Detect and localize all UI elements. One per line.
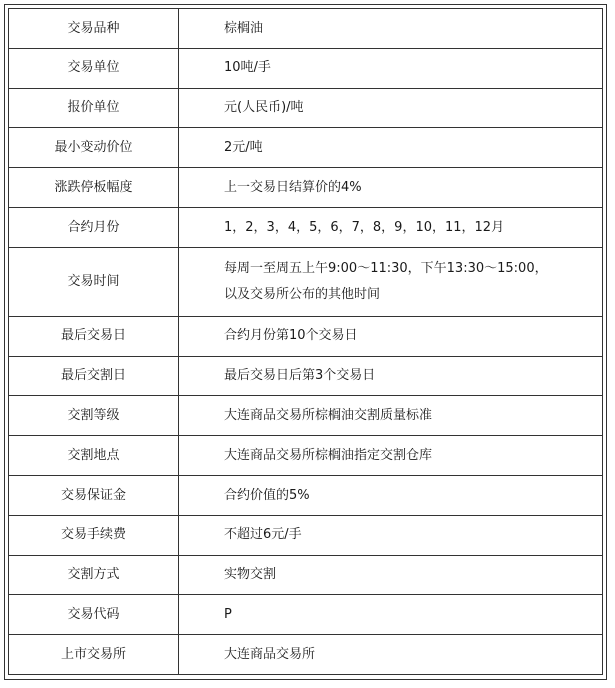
row-label: 交易代码 [9, 595, 179, 635]
table-row [9, 356, 603, 396]
table-row [9, 595, 603, 635]
row-value: 合约价值的5% [179, 475, 603, 515]
contract-spec-frame [4, 4, 607, 680]
table-row [9, 9, 603, 49]
table-row [9, 48, 603, 88]
row-value: 每周一至周五上午9:00～11:30，下午13:30～15:00， 以及交易所公布的其他时间 [179, 247, 603, 316]
row-value: 大连商品交易所棕榈油交割质量标准 [179, 396, 603, 436]
row-value: 1，2，3，4，5，6，7，8，9，10，11，12月 [179, 207, 603, 247]
contract-spec-table [8, 8, 603, 675]
row-value: 不超过6元/手 [179, 515, 603, 555]
table-row [9, 88, 603, 128]
row-value: 实物交割 [179, 555, 603, 595]
row-label: 交易单位 [9, 48, 179, 88]
row-label: 交易品种 [9, 9, 179, 49]
table-row [9, 475, 603, 515]
table-row [9, 635, 603, 675]
table-row [9, 207, 603, 247]
table-row [9, 515, 603, 555]
row-value: 10吨/手 [179, 48, 603, 88]
table-row [9, 396, 603, 436]
row-label: 交易时间 [9, 247, 179, 316]
row-value: 棕榈油 [179, 9, 603, 49]
row-value: P [179, 595, 603, 635]
row-label: 交易保证金 [9, 475, 179, 515]
table-row [9, 436, 603, 476]
row-value: 大连商品交易所 [179, 635, 603, 675]
row-label: 最小变动价位 [9, 128, 179, 168]
row-label: 交割等级 [9, 396, 179, 436]
row-value: 上一交易日结算价的4% [179, 168, 603, 208]
table-row [9, 168, 603, 208]
row-value: 元(人民币)/吨 [179, 88, 603, 128]
table-row [9, 555, 603, 595]
row-label: 上市交易所 [9, 635, 179, 675]
table-row [9, 316, 603, 356]
table-row [9, 128, 603, 168]
row-value: 2元/吨 [179, 128, 603, 168]
row-label: 合约月份 [9, 207, 179, 247]
row-label: 报价单位 [9, 88, 179, 128]
row-label: 最后交易日 [9, 316, 179, 356]
row-label: 交割方式 [9, 555, 179, 595]
row-label: 交易手续费 [9, 515, 179, 555]
row-value: 大连商品交易所棕榈油指定交割仓库 [179, 436, 603, 476]
row-label: 交割地点 [9, 436, 179, 476]
table-row [9, 247, 603, 316]
row-value: 最后交易日后第3个交易日 [179, 356, 603, 396]
row-value: 合约月份第10个交易日 [179, 316, 603, 356]
row-label: 涨跌停板幅度 [9, 168, 179, 208]
row-label: 最后交割日 [9, 356, 179, 396]
